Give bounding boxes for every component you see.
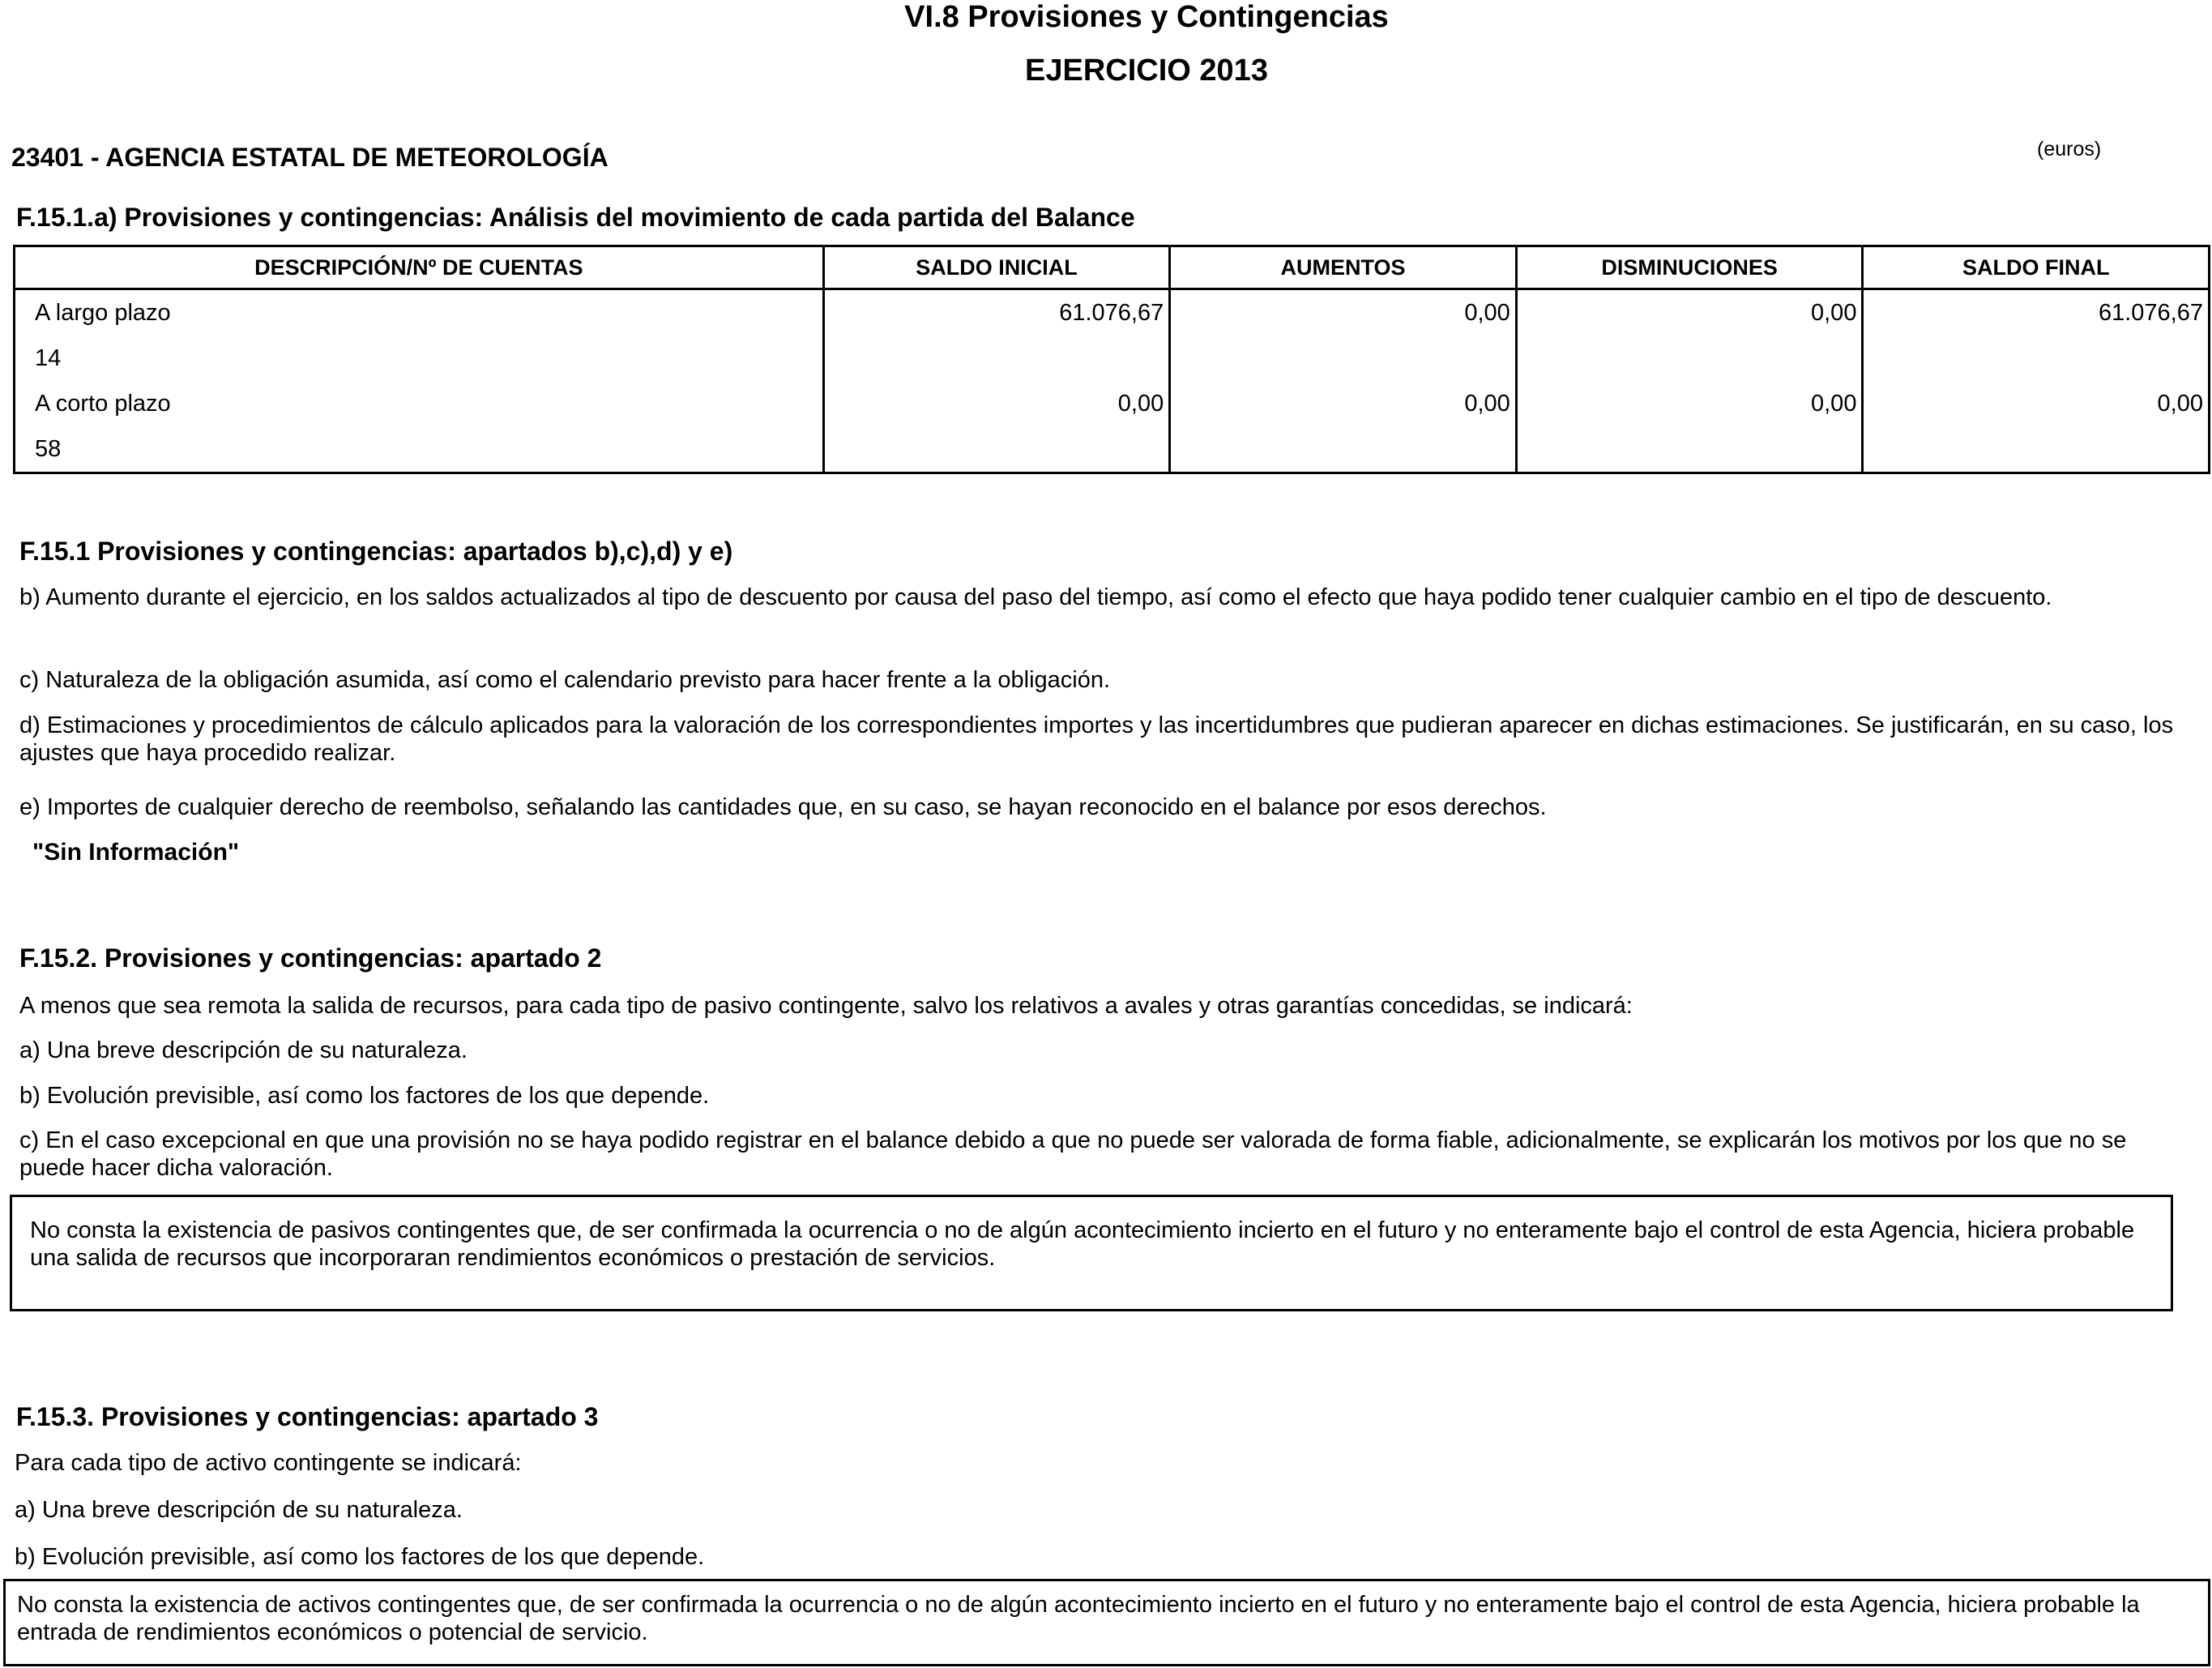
- col-header-saldo-inicial: SALDO INICIAL: [823, 246, 1170, 289]
- cell-saldo-inicial: 0,00: [823, 381, 1170, 426]
- table-row: [15, 381, 2210, 426]
- cell-saldo-final: [1863, 426, 2210, 473]
- contingent-liabilities-box: [10, 1195, 2173, 1311]
- cell-description: A corto plazo: [15, 381, 824, 426]
- section-2-item-c: c) En el caso excepcional en que una provisión no se haya podido registrar en el balance debido a que no puede ser valorada de forma fiable, adicionalmente, se explicarán los motivos por los que no se puede hacer dicha valoración.: [19, 1127, 2127, 1181]
- cell-disminuciones: 0,00: [1516, 289, 1863, 336]
- cell-aumentos: 0,00: [1170, 381, 1517, 426]
- table-header-row: [15, 246, 2210, 289]
- page-title: VI.8 Provisiones y Contingencias: [904, 0, 1389, 34]
- section-b-heading: F.15.1 Provisiones y contingencias: apartados b),c),d) y e): [19, 537, 733, 566]
- section-3-intro: Para cada tipo de activo contingente se indicará:: [15, 1450, 522, 1476]
- col-header-description: DESCRIPCIÓN/Nº DE CUENTAS: [15, 246, 824, 289]
- cell-saldo-final: 61.076,67: [1863, 289, 2210, 336]
- section-3-heading: F.15.3. Provisiones y contingencias: apartado 3: [16, 1402, 599, 1431]
- cell-saldo-final: [1863, 336, 2210, 381]
- section-2-item-b: b) Evolución previsible, así como los factores de los que depende.: [19, 1083, 710, 1109]
- paragraph-d: d) Estimaciones y procedimientos de cálculo aplicados para la valoración de los correspondientes importes y las incertidumbres que pudieran aparecer en dichas estimaciones. Se justificarán, en su caso, los ajustes que haya procedido realizar.: [19, 712, 2174, 766]
- cell-aumentos: [1170, 336, 1517, 381]
- cell-saldo-final: 0,00: [1863, 381, 2210, 426]
- cell-description: 14: [15, 336, 824, 381]
- table-row: [15, 426, 2210, 473]
- exercise-title: EJERCICIO 2013: [1025, 53, 1268, 88]
- cell-description: A largo plazo: [15, 289, 824, 336]
- cell-disminuciones: [1516, 426, 1863, 473]
- section-a-heading: F.15.1.a) Provisiones y contingencias: Análisis del movimiento de cada partida del Balance: [16, 203, 1135, 232]
- col-header-saldo-final: SALDO FINAL: [1863, 246, 2210, 289]
- paragraph-e: e) Importes de cualquier derecho de reembolso, señalando las cantidades que, en su caso, se hayan reconocido en el balance por esos derechos.: [19, 794, 1547, 820]
- col-header-aumentos: AUMENTOS: [1170, 246, 1517, 289]
- cell-saldo-inicial: 61.076,67: [823, 289, 1170, 336]
- contingent-assets-box: [3, 1579, 2210, 1666]
- cell-disminuciones: 0,00: [1516, 381, 1863, 426]
- cell-disminuciones: [1516, 336, 1863, 381]
- section-2-heading: F.15.2. Provisiones y contingencias: apartado 2: [19, 943, 602, 973]
- paragraph-c: c) Naturaleza de la obligación asumida, así como el calendario previsto para hacer frente a la obligación.: [19, 667, 1111, 693]
- section-3-item-b: b) Evolución previsible, así como los factores de los que depende.: [15, 1544, 705, 1570]
- no-information-note: "Sin Información": [32, 839, 240, 866]
- cell-saldo-inicial: [823, 426, 1170, 473]
- table-row: [15, 336, 2210, 381]
- contingent-assets-text: No consta la existencia de activos contingentes que, de ser confirmada la ocurrencia o no de algún acontecimiento incierto en el futuro y no enteramente bajo el control de esta Agencia, hiciera probable la entrada de rendimientos económicos o potencial de servicio.: [17, 1592, 2140, 1645]
- cell-saldo-inicial: [823, 336, 1170, 381]
- entity-name: 23401 - AGENCIA ESTATAL DE METEOROLOGÍA: [11, 143, 609, 172]
- section-2-item-a: a) Una breve descripción de su naturaleza.: [19, 1037, 468, 1063]
- cell-aumentos: [1170, 426, 1517, 473]
- cell-description: 58: [15, 426, 824, 473]
- paragraph-b: b) Aumento durante el ejercicio, en los saldos actualizados al tipo de descuento por causa del paso del tiempo, así como el efecto que haya podido tener cualquier cambio en el tipo de descuento.: [19, 584, 2052, 610]
- table-row: [15, 289, 2210, 336]
- section-2-intro: A menos que sea remota la salida de recursos, para cada tipo de pasivo contingente, salvo los relativos a avales y otras garantías concedidas, se indicará:: [19, 993, 1633, 1019]
- section-3-item-a: a) Una breve descripción de su naturaleza.: [15, 1497, 463, 1523]
- cell-aumentos: 0,00: [1170, 289, 1517, 336]
- col-header-disminuciones: DISMINUCIONES: [1516, 246, 1863, 289]
- units-label: (euros): [2037, 138, 2102, 160]
- movements-table: [13, 245, 2210, 474]
- contingent-liabilities-text: No consta la existencia de pasivos contingentes que, de ser confirmada la ocurrencia o no de algún acontecimiento incierto en el futuro y no enteramente bajo el control de esta Agencia, hiciera probable una salida de recursos que incorporaran rendimientos económicos o prestación de servicios.: [30, 1217, 2135, 1271]
